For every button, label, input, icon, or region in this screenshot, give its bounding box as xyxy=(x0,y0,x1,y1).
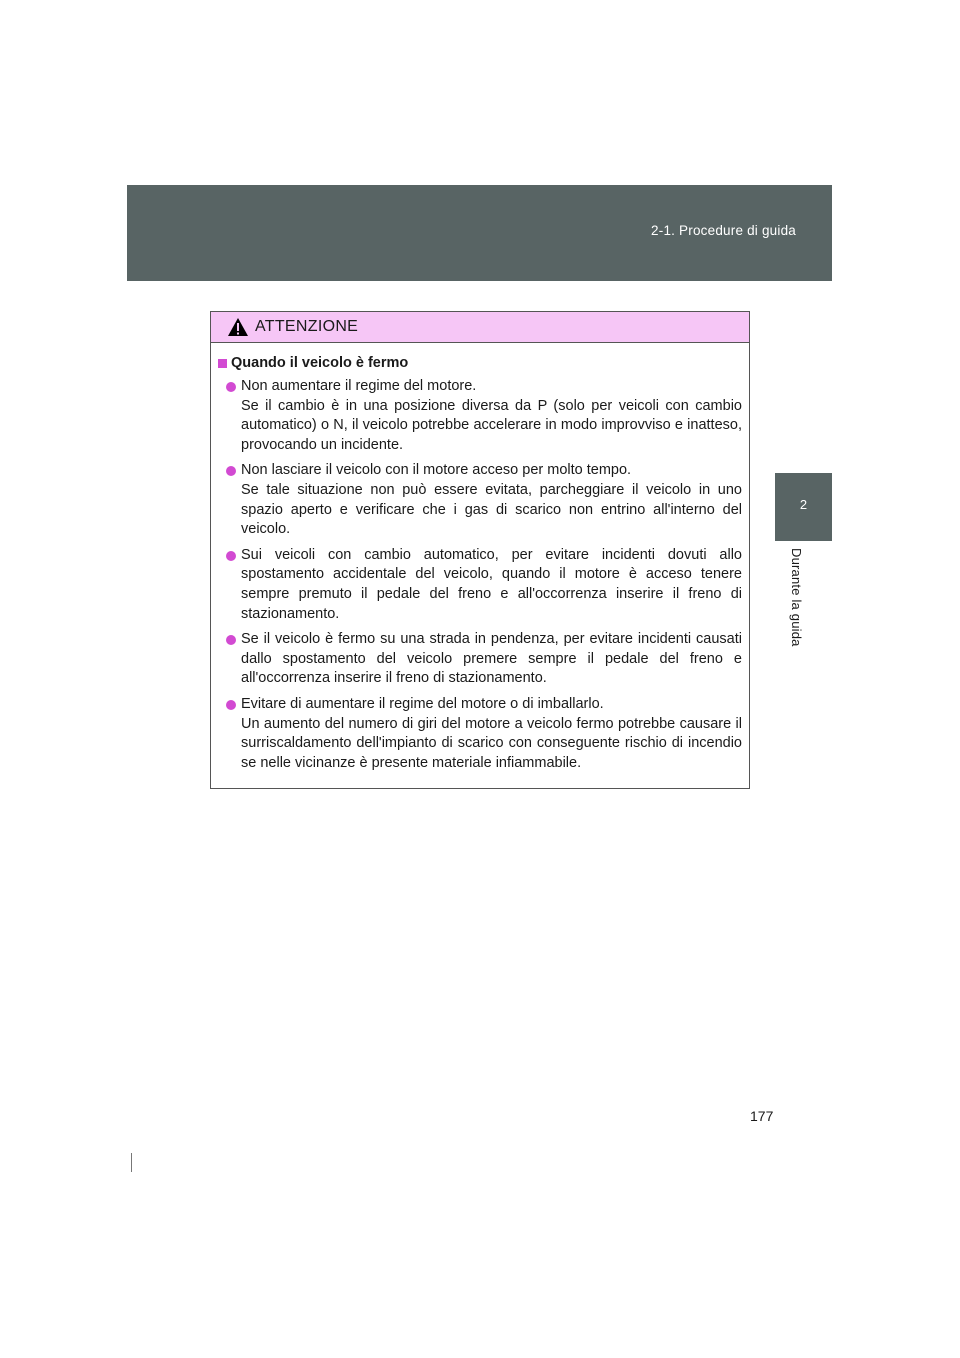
chapter-number: 2 xyxy=(799,497,808,512)
circle-bullet-icon xyxy=(226,635,236,645)
chapter-label: Durante la guida xyxy=(789,548,804,647)
circle-bullet-icon xyxy=(226,700,236,710)
item-lead: Evitare di aumentare il regime del motore o di imballarlo. xyxy=(241,695,604,712)
circle-bullet-icon xyxy=(226,382,236,392)
section-heading xyxy=(218,355,742,371)
square-bullet-icon xyxy=(218,359,227,368)
section-title: 2-1. Procedure di guida xyxy=(651,223,796,238)
item-body: Sui veicoli con cambio automatico, per evitare incidenti dovuti allo spostamento accidentale del veicolo, quando il motore è acceso tenere sempre premuto il pedale del freno e all'occorrenza inserire il freno di stazionamento. xyxy=(241,546,742,622)
circle-bullet-icon xyxy=(226,466,236,476)
list-item xyxy=(218,377,742,455)
warning-header xyxy=(211,312,749,343)
header-bar xyxy=(127,185,832,281)
page-number: 177 xyxy=(750,1108,774,1124)
list-item xyxy=(218,546,742,624)
section-heading-text: Quando il veicolo è fermo xyxy=(231,355,409,371)
item-body: Se il veicolo è fermo su una strada in pendenza, per evitare incidenti causati dallo spostamento del veicolo premere sempre il pedale del freno e all'occorrenza inserire il freno di stazionamento. xyxy=(241,631,742,687)
item-lead: Non aumentare il regime del motore. xyxy=(241,378,477,394)
item-body: Se il cambio è in una posizione diversa da P (solo per veicoli con cambio automatico) o N, il veicolo potrebbe accelerare in modo improvviso e inatteso, provocando un incidente. xyxy=(241,397,742,453)
item-body: Un aumento del numero di giri del motore a veicolo fermo potrebbe causare il surriscaldamento dell'impianto di scarico con conseguente rischio di incendio se nelle vicinanze è presente materiale infiammabile. xyxy=(241,715,742,771)
list-item xyxy=(218,695,742,773)
warning-triangle-icon xyxy=(227,317,249,337)
circle-bullet-icon xyxy=(226,551,236,561)
chapter-tab xyxy=(775,473,832,541)
warning-title: ATTENZIONE xyxy=(255,318,359,335)
item-lead: Non lasciare il veicolo con il motore acceso per molto tempo. xyxy=(241,462,632,479)
item-body: Se tale situazione non può essere evitata, parcheggiare il veicolo in uno spazio aperto e verificare che i gas di scarico non entrino all'interno del veicolo. xyxy=(241,481,742,538)
warning-box xyxy=(210,311,750,789)
list-item xyxy=(218,630,742,689)
margin-mark xyxy=(131,1153,132,1172)
list-item xyxy=(218,461,742,539)
warning-content xyxy=(211,343,749,773)
